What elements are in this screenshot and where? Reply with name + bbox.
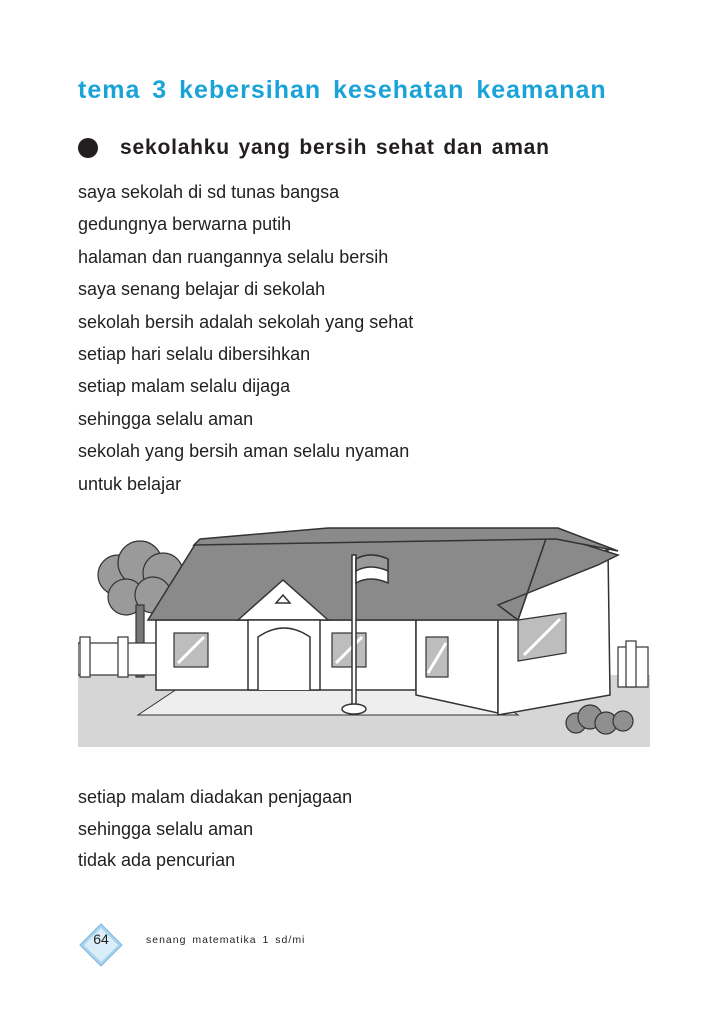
poem-line: setiap hari selalu dibersihkan <box>78 344 311 365</box>
page-title: tema 3 kebersihan kesehatan keamanan <box>78 76 607 104</box>
poem-line: halaman dan ruangannya selalu bersih <box>78 246 389 267</box>
school-building-illustration <box>78 525 650 747</box>
bullet-icon <box>78 138 98 158</box>
book-title: senang matematika 1 sd/mi <box>146 934 306 946</box>
poem-line: sekolah yang bersih aman selalu nyaman <box>78 441 410 462</box>
poem-line: saya senang belajar di sekolah <box>78 279 326 300</box>
poem-line: setiap malam diadakan penjagaan <box>78 787 353 807</box>
section-heading <box>78 136 550 160</box>
poem-line: gedungnya berwarna putih <box>78 214 292 235</box>
poem-line: tidak ada pencurian <box>78 850 236 870</box>
poem-line: sekolah bersih adalah sekolah yang sehat <box>78 311 414 332</box>
fence-wall-right <box>618 641 648 687</box>
section-heading-text: sekolahku yang bersih sehat dan aman <box>120 136 550 159</box>
poem-line: saya sekolah di sd tunas bangsa <box>78 182 340 202</box>
poem-line: setiap malam selalu dijaga <box>78 376 291 397</box>
poem-line: sehingga selalu aman <box>78 818 254 839</box>
poem-verse-2 <box>78 782 352 877</box>
poem-verse <box>78 176 413 500</box>
poem-line: untuk belajar <box>78 473 182 494</box>
poem-line: sehingga selalu aman <box>78 408 254 429</box>
page-number: 64 <box>93 931 109 947</box>
